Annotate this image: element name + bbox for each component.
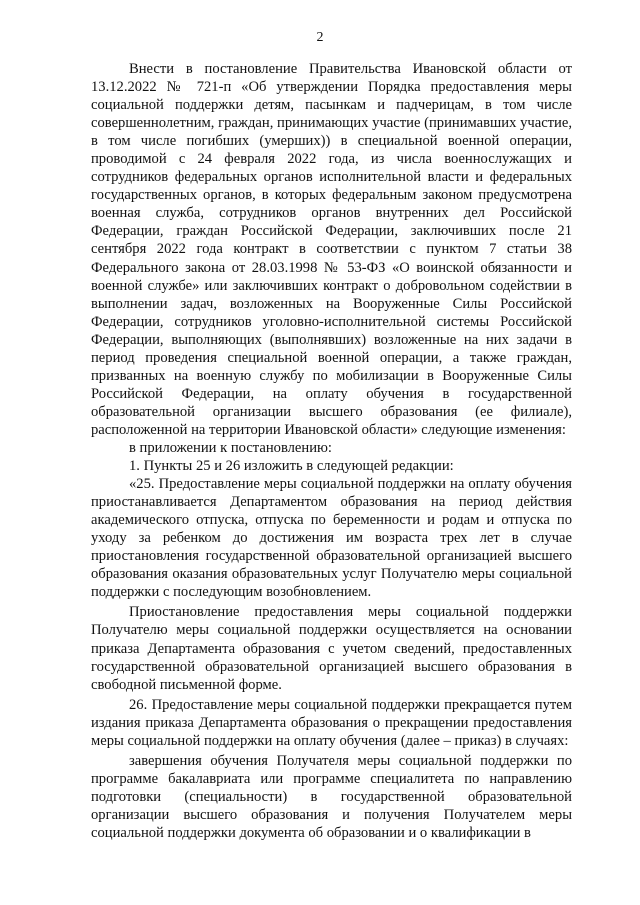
- page-number: 2: [316, 30, 324, 45]
- document-body: [91, 60, 572, 842]
- paragraph-amendment-intro: Внести в постановление Правительства Ивановской области от 13.12.2022 № 721-п «Об утверждении Порядка предоставления меры социальной поддержки детям, пасынкам и падчерицам, в том числе совершеннолетним, граждан, принимающих участие (принимавших участие, в том числе погибших (умерших)) в специальной военной операции, проводимой с 24 февраля 2022 года, из числа военнослужащих и сотрудников федеральных органов исполнительной власти и федеральных государственных органов, в которых федеральным законом предусмотрена военная служба, сотрудников органов внутренних дел Российской Федерации, граждан Российской Федерации, заключивших после 21 сентября 2022 года контракт в соответствии с пунктом 7 статьи 38 Федерального закона от 28.03.1998 № 53-ФЗ «О воинской обязанности и военной службе» или заключивших контракт о добровольном содействии в выполнении задач, возложенных на Вооруженные Силы Российской Федерации, сотрудников уголовно-исполнительной системы Российской Федерации, выполняющих (выполнявших) возложенные на них задачи в период проведения специальной военной операции, а также граждан, призванных на военную службу по мобилизации в Вооруженные Силы Российской Федерации, на оплату обучения в государственной образовательной организации высшего образования (ее филиале), расположенной на территории Ивановской области» следующие изменения:: [91, 61, 572, 438]
- paragraph-clause-26: 26. Предоставление меры социальной поддержки прекращается путем издания приказа Департамента образования о прекращении предоставления меры социальной поддержки на оплату обучения (далее – приказ) в случаях:: [91, 696, 572, 749]
- paragraph-suspension: Приостановление предоставления меры социальной поддержки Получателю меры социальной поддержки осуществляется на основании приказа Департамента образования с учетом сведений, предоставленных государственной образовательной организацией высшего образования в свободной письменной форме.: [91, 604, 572, 693]
- paragraph-item-1: 1. Пункты 25 и 26 изложить в следующей редакции:: [129, 458, 454, 475]
- paragraph-completion-case: завершения обучения Получателя меры социальной поддержки по программе бакалавриата или программе специалитета по направлению подготовки (специальности) в государственной образовательной организации высшего образования и получения Получателем меры социальной поддержки документа об образовании и о квалификации в: [91, 752, 572, 841]
- paragraph-appendix-reference: в приложении к постановлению:: [129, 439, 332, 456]
- paragraph-clause-25: «25. Предоставление меры социальной поддержки на оплату обучения приостанавливается Департаментом образования на период действия академического отпуска, отпуска по беременности и родам и отпуска по уходу за ребенком до достижения им возраста трех лет в случае приостановления государственной образовательной организацией высшего образования оказания образовательных услуг Получателю меры социальной поддержки с последующим возобновлением.: [91, 476, 572, 601]
